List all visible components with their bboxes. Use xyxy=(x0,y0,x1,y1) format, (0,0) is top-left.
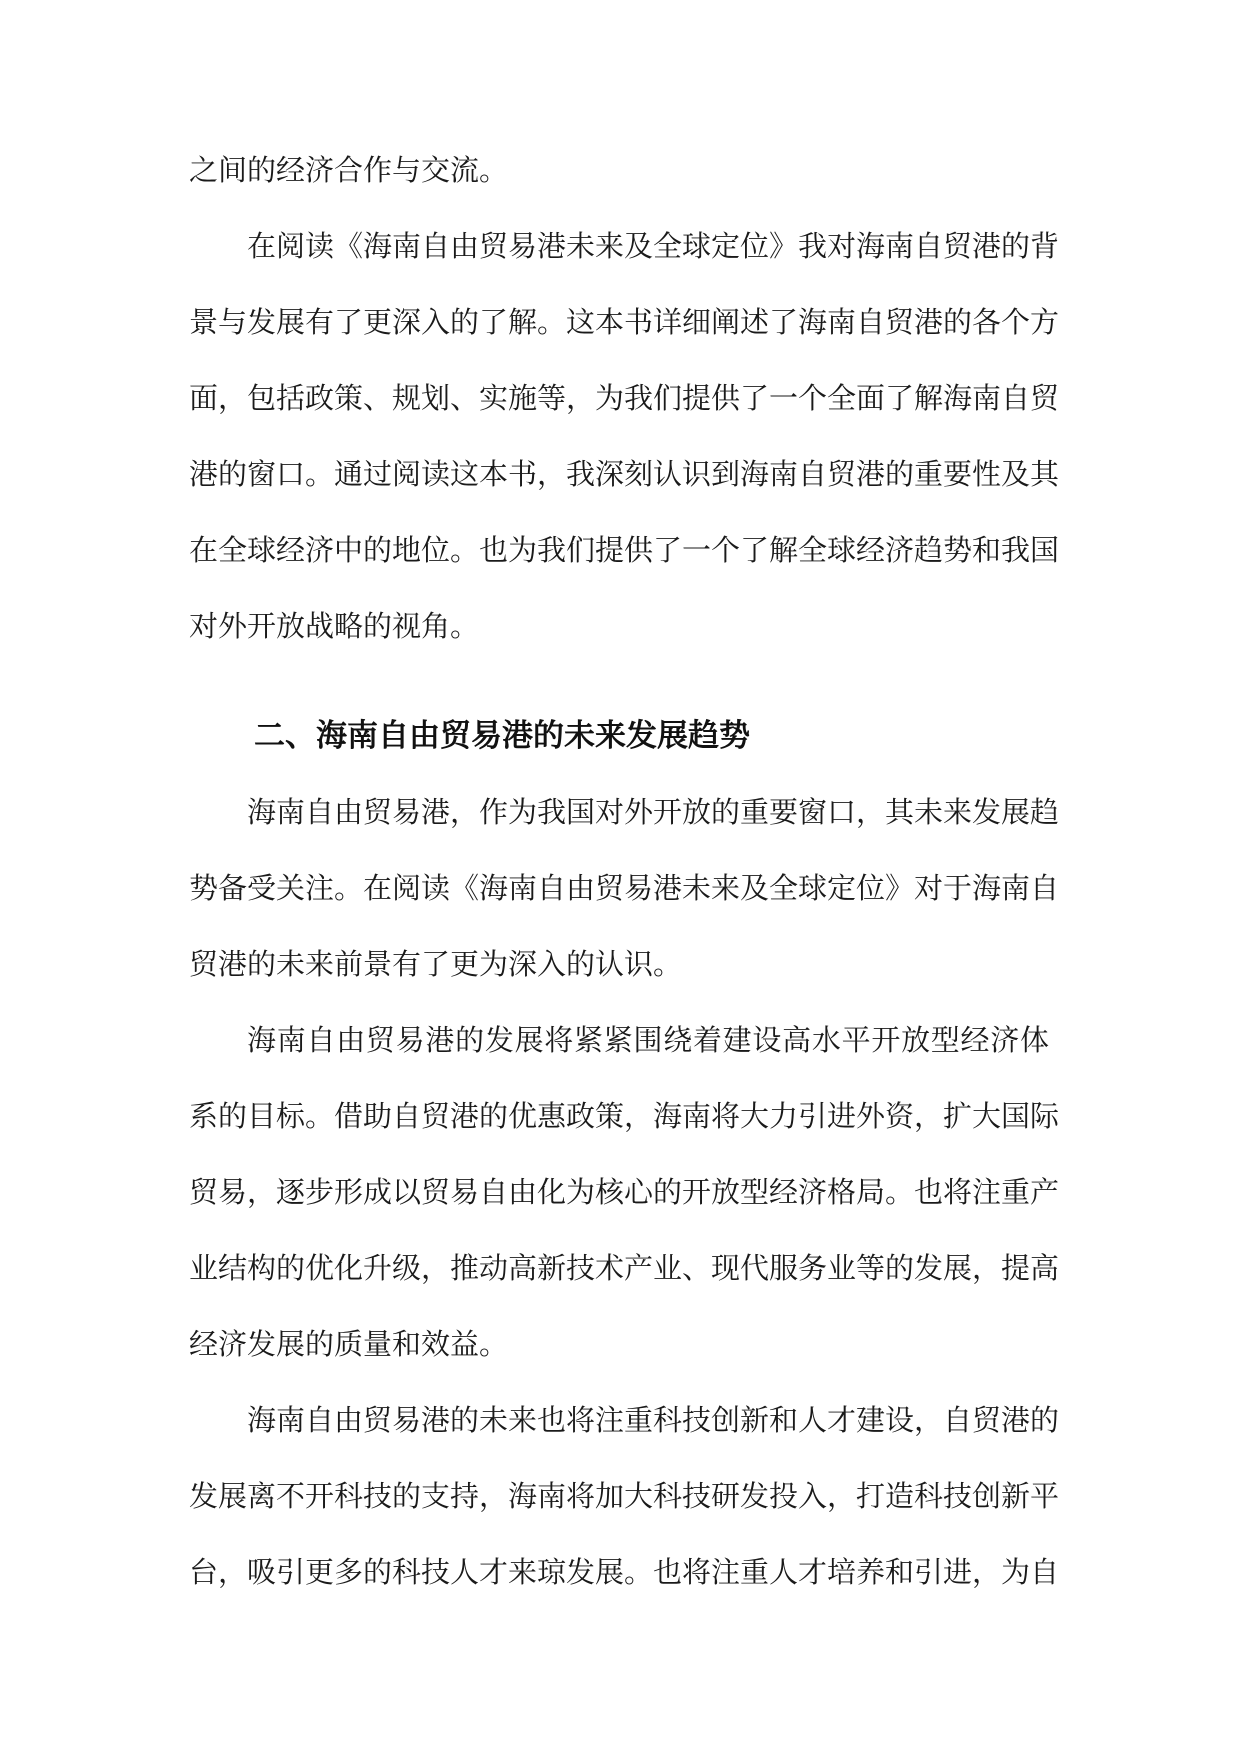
paragraph-line: 海南自由贸易港，作为我国对外开放的重要窗口，其未来发展趋 xyxy=(247,795,1060,829)
paragraph-line: 台，吸引更多的科技人才来琼发展。也将注重人才培养和引进，为自 xyxy=(189,1555,1060,1589)
paragraph-line: 在全球经济中的地位。也为我们提供了一个了解全球经济趋势和我国 xyxy=(189,533,1060,567)
paragraph-line: 景与发展有了更深入的了解。这本书详细阐述了海南自贸港的各个方 xyxy=(189,305,1060,339)
paragraph-line: 海南自由贸易港的发展将紧紧围绕着建设高水平开放型经济体 xyxy=(247,1023,1049,1057)
paragraph-line: 之间的经济合作与交流。 xyxy=(189,153,509,187)
paragraph-line: 势备受关注。在阅读《海南自由贸易港未来及全球定位》对于海南自 xyxy=(189,871,1060,905)
paragraph-line: 对外开放战略的视角。 xyxy=(189,609,480,643)
paragraph-line: 业结构的优化升级，推动高新技术产业、现代服务业等的发展，提高 xyxy=(189,1251,1060,1285)
paragraph-line: 贸易，逐步形成以贸易自由化为核心的开放型经济格局。也将注重产 xyxy=(189,1175,1060,1209)
paragraph-line: 港的窗口。通过阅读这本书，我深刻认识到海南自贸港的重要性及其 xyxy=(189,457,1060,491)
section-heading: 二、海南自由贸易港的未来发展趋势 xyxy=(254,718,750,754)
paragraph-line: 系的目标。借助自贸港的优惠政策，海南将大力引进外资，扩大国际 xyxy=(189,1099,1060,1133)
paragraph-line: 面，包括政策、规划、实施等，为我们提供了一个全面了解海南自贸 xyxy=(189,381,1060,415)
paragraph-line: 经济发展的质量和效益。 xyxy=(189,1327,509,1361)
paragraph-line: 海南自由贸易港的未来也将注重科技创新和人才建设，自贸港的 xyxy=(247,1403,1060,1437)
paragraph-line: 在阅读《海南自由贸易港未来及全球定位》我对海南自贸港的背 xyxy=(247,229,1060,263)
paragraph-line: 发展离不开科技的支持，海南将加大科技研发投入，打造科技创新平 xyxy=(189,1479,1060,1513)
paragraph-line: 贸港的未来前景有了更为深入的认识。 xyxy=(189,947,683,981)
